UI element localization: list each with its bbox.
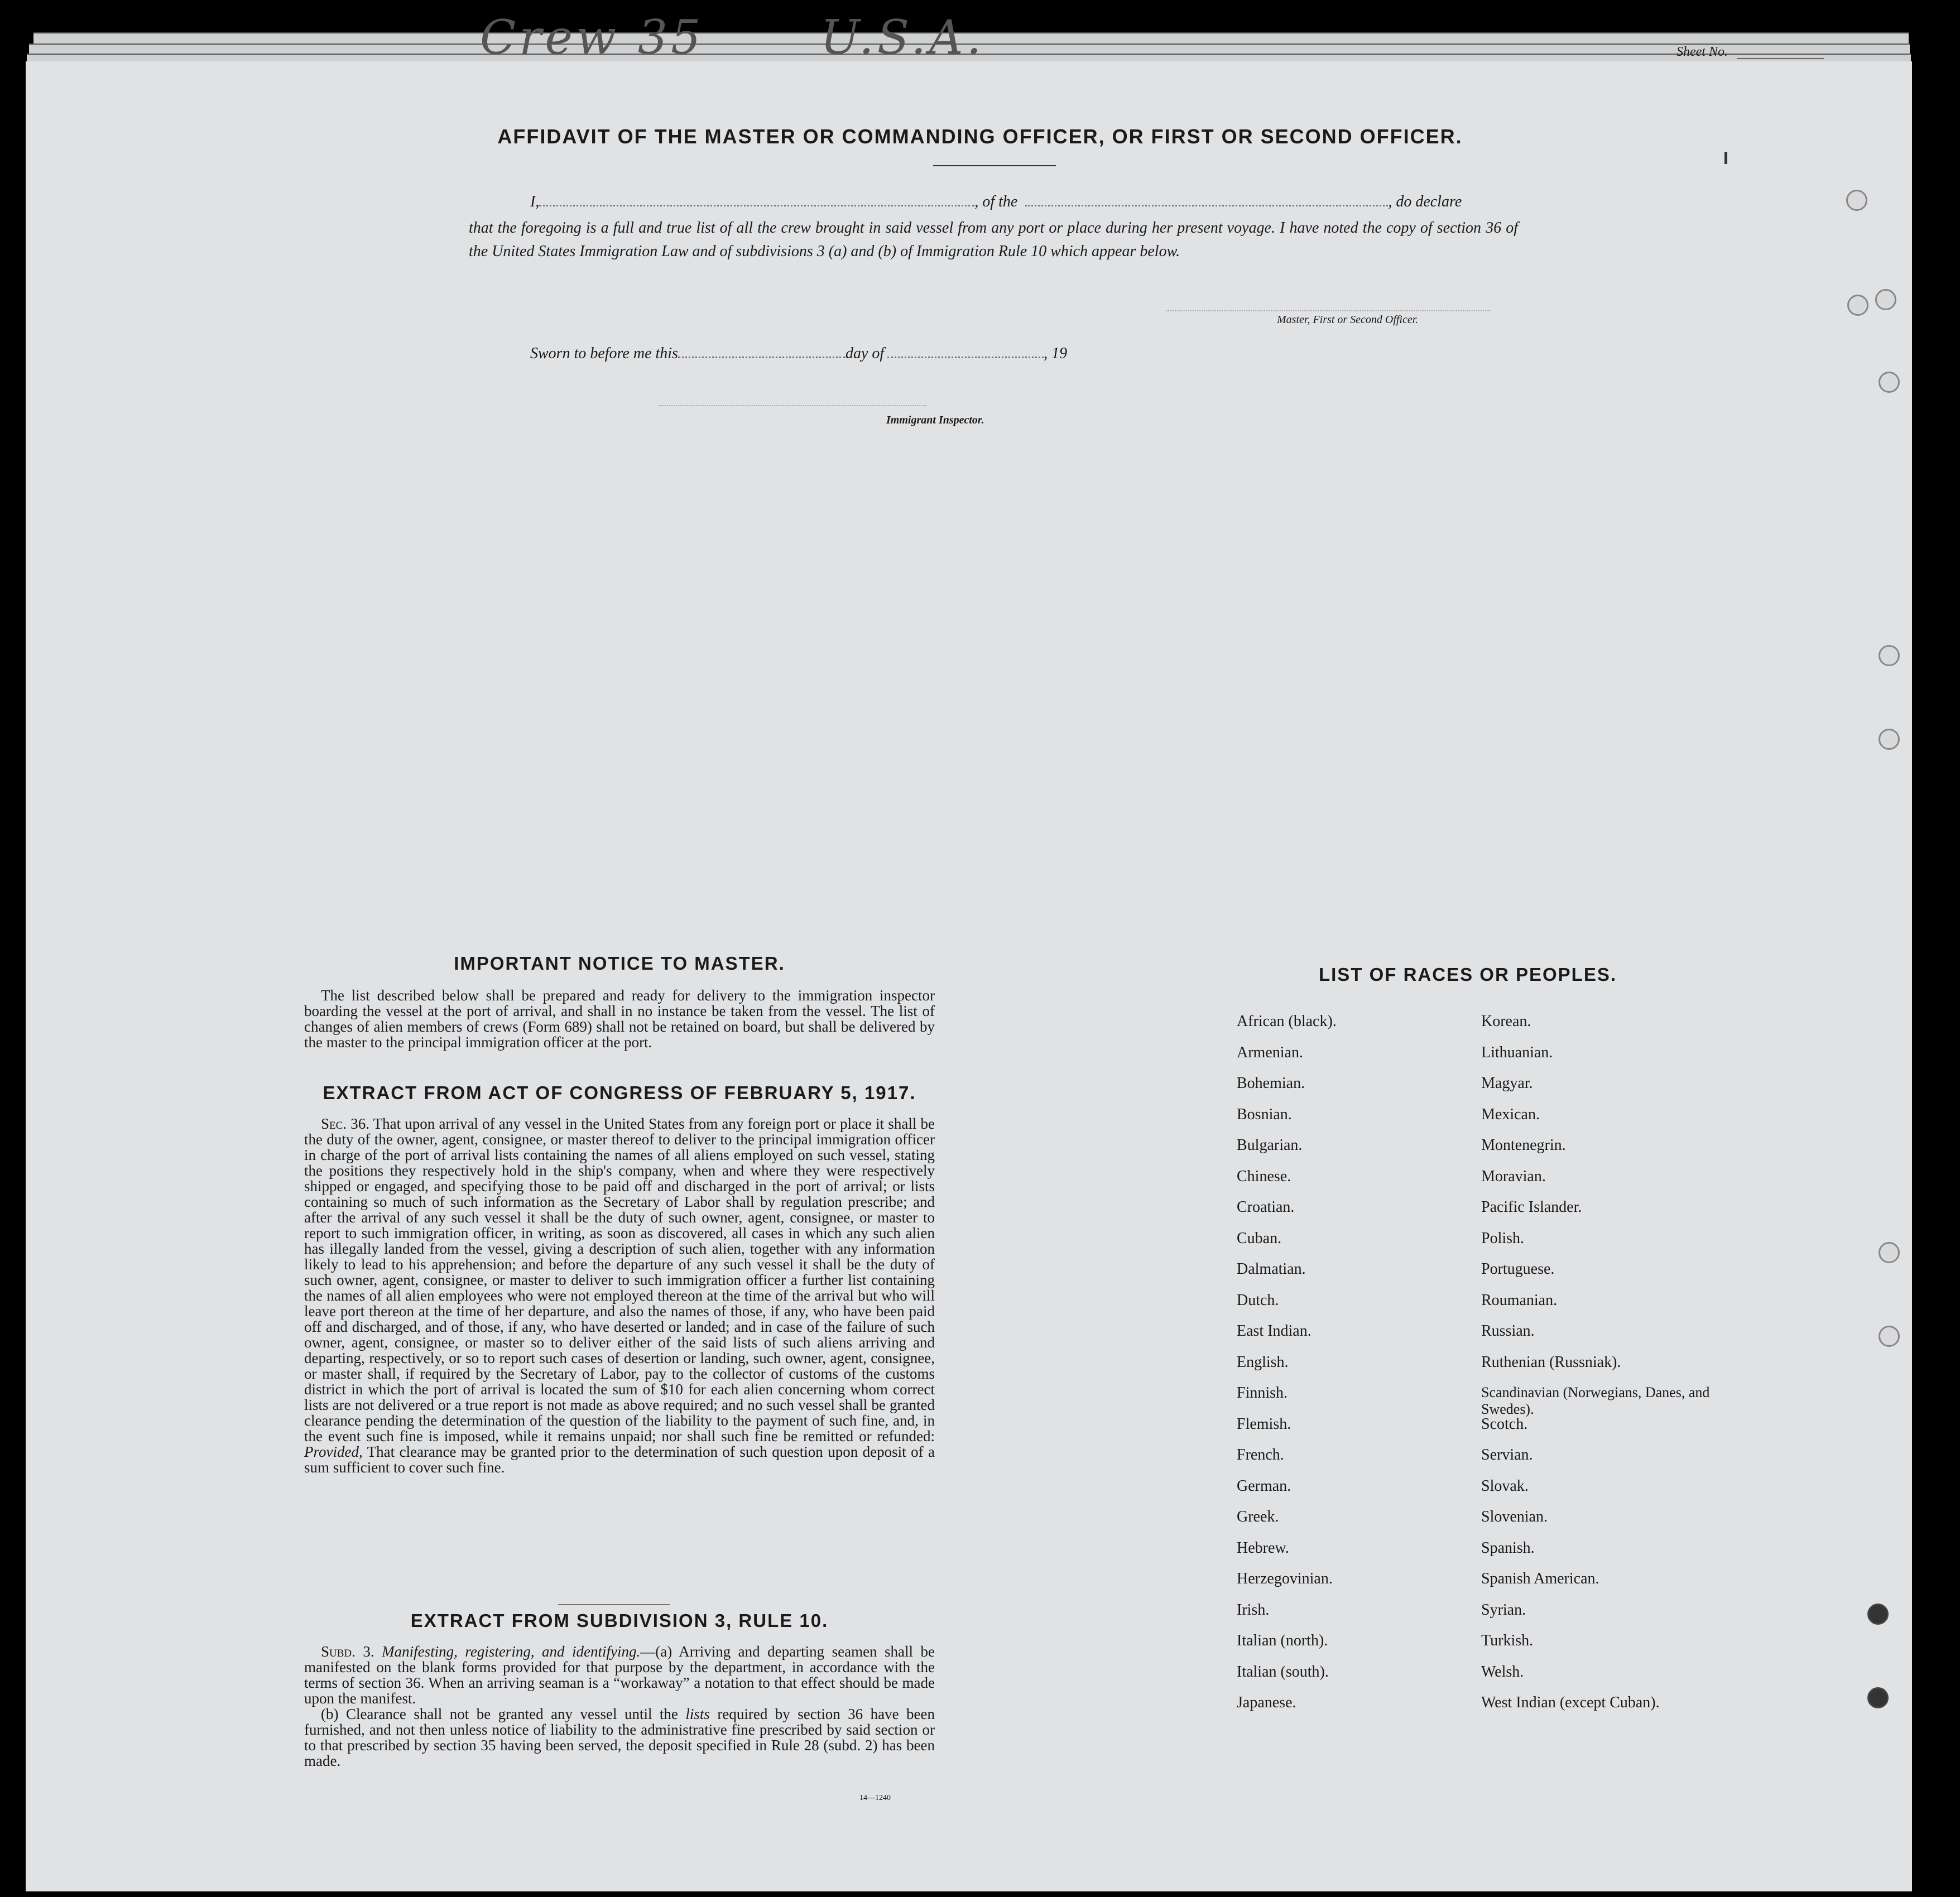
sheet-number-label: Sheet No. xyxy=(1676,45,1728,59)
binder-hole-icon xyxy=(1847,295,1868,316)
provided-word: Provided, xyxy=(304,1443,363,1460)
act-extract-title: EXTRACT FROM ACT OF CONGRESS OF FEBRUARY 5, 1917. xyxy=(323,1082,916,1103)
races-left-column xyxy=(1237,1006,1471,1718)
binder-hole-icon xyxy=(1879,729,1900,750)
sworn-month-field[interactable] xyxy=(887,357,1044,358)
race-item: Syrian. xyxy=(1481,1601,1526,1619)
rule-extract-text-b-start: (b) Clearance shall not be granted any vessel until the xyxy=(321,1706,678,1722)
race-item: Montenegrin. xyxy=(1481,1137,1566,1154)
race-item: Irish. xyxy=(1237,1601,1270,1619)
race-item: Lithuanian. xyxy=(1481,1043,1553,1061)
affidavit-declare-label: , do declare xyxy=(1388,193,1462,210)
race-item: Cuban. xyxy=(1237,1229,1282,1247)
affidavit-statement: that the foregoing is a full and true list of all the crew brought in said vessel from any port or place during her present voyage. I have noted the copy of section 36 of the United States Immigration Law and of subdivisions 3 (a) and (b) of Immigration Rule 10 which appear below. xyxy=(469,219,1518,260)
notice-text: The list described below shall be prepared and ready for delivery to the immigration inspector boarding the vessel at the port of arrival, and shall in no instance be taken from the vessel. The list of changes of alien members of crews (Form 689) shall not be retained on board, but shall be delivered by the master to the principal immigration officer at the port. xyxy=(304,987,935,1051)
affidavit-declaration-line xyxy=(530,193,1462,211)
sheet-number-field[interactable] xyxy=(1737,58,1824,59)
sworn-day-field[interactable] xyxy=(678,357,846,358)
races-right-column xyxy=(1481,1006,1749,1718)
race-item: Slovak. xyxy=(1481,1477,1529,1495)
race-item: Bohemian. xyxy=(1237,1075,1305,1092)
race-item: Slovenian. xyxy=(1481,1508,1548,1525)
declarant-name-field[interactable] xyxy=(539,205,974,206)
race-item: Scandinavian (Norwegians, Danes, and Swedes). xyxy=(1481,1384,1710,1417)
races-title: LIST OF RACES OR PEOPLES. xyxy=(1318,964,1617,985)
vessel-name-field[interactable] xyxy=(1025,205,1388,206)
race-item: English. xyxy=(1237,1353,1289,1371)
rule-extract-text-b-end: required by section 36 have been furnished, and not then unless notice of liability to the administrative fine prescribed by said section or to that prescribed by section 35 having been served, the deposit specified in Rule 28 (subd. 2) has been made. xyxy=(304,1706,935,1769)
binder-hole-icon xyxy=(1879,1326,1900,1347)
rule-extract-block xyxy=(304,1644,935,1769)
sworn-prefix: Sworn to before me this xyxy=(530,345,678,362)
sworn-day-label: day of xyxy=(845,345,885,362)
binder-hole-icon xyxy=(1879,645,1900,666)
notice-title: IMPORTANT NOTICE TO MASTER. xyxy=(454,953,785,974)
handwritten-crew-note: Crew 35 xyxy=(480,10,704,65)
race-item: Flemish. xyxy=(1237,1415,1291,1433)
margin-mark xyxy=(1724,152,1727,164)
subd-label: Subd. 3. xyxy=(321,1643,374,1660)
race-item: Spanish American. xyxy=(1481,1570,1599,1587)
binder-hole-icon xyxy=(1867,1604,1889,1625)
race-item: Portuguese. xyxy=(1481,1260,1555,1278)
master-signature-label: Master, First or Second Officer. xyxy=(1277,314,1419,326)
race-item: Pacific Islander. xyxy=(1481,1198,1582,1216)
race-item: Bulgarian. xyxy=(1237,1137,1303,1154)
race-item: Italian (north). xyxy=(1237,1632,1328,1649)
notice-text-block xyxy=(304,988,935,1050)
affidavit-title: AFFIDAVIT OF THE MASTER OR COMMANDING OFFICER, OR FIRST OR SECOND OFFICER. xyxy=(497,125,1463,148)
binder-hole-icon xyxy=(1875,289,1896,310)
lists-word: lists xyxy=(685,1706,710,1722)
race-item: Spanish. xyxy=(1481,1539,1535,1557)
binder-hole-icon xyxy=(1867,1687,1889,1708)
sworn-year-label: , 19 xyxy=(1044,345,1068,362)
race-item: Chinese. xyxy=(1237,1167,1291,1185)
race-item: Roumanian. xyxy=(1481,1291,1558,1309)
race-item: Hebrew. xyxy=(1237,1539,1289,1557)
affidavit-of-the-label: , of the xyxy=(974,193,1018,210)
binder-hole-icon xyxy=(1879,372,1900,393)
race-item: Moravian. xyxy=(1481,1167,1546,1185)
race-item: Scotch. xyxy=(1481,1415,1528,1433)
race-item: Polish. xyxy=(1481,1229,1525,1247)
race-item: French. xyxy=(1237,1446,1284,1463)
form-number: 14—1240 xyxy=(859,1794,891,1802)
divider xyxy=(933,165,1056,166)
section-label: Sec. 36. xyxy=(321,1115,369,1132)
race-item: Dalmatian. xyxy=(1237,1260,1306,1278)
rule-extract-text-a: —(a) Arriving and departing seamen shall be manifested on the blank forms provided for that purpose by the department, in accordance with the terms of section 36. When an arriving seaman is a “workaway” a notation to that effect should be made upon the manifest. xyxy=(304,1643,935,1707)
race-item: East Indian. xyxy=(1237,1322,1312,1340)
race-item: Italian (south). xyxy=(1237,1663,1329,1681)
subd-heading: Manifesting, registering, and identifying. xyxy=(382,1643,641,1660)
handwritten-country-note: U.S.A. xyxy=(820,10,985,65)
affidavit-i-label: I, xyxy=(530,193,540,210)
race-item: Dutch. xyxy=(1237,1291,1279,1309)
race-item: German. xyxy=(1237,1477,1291,1495)
race-item: African (black). xyxy=(1237,1013,1337,1030)
race-item: Armenian. xyxy=(1237,1043,1303,1061)
race-item: Welsh. xyxy=(1481,1663,1524,1681)
sworn-line xyxy=(530,345,1067,363)
race-item: Turkish. xyxy=(1481,1632,1534,1649)
race-item: Magyar. xyxy=(1481,1075,1533,1092)
race-item: Ruthenian (Russniak). xyxy=(1481,1353,1621,1371)
act-extract-block xyxy=(304,1116,935,1475)
race-item: Mexican. xyxy=(1481,1105,1540,1123)
race-item: Herzegovinian. xyxy=(1237,1570,1333,1587)
race-item: Bosnian. xyxy=(1237,1105,1292,1123)
inspector-label: Immigrant Inspector. xyxy=(886,414,984,426)
race-item: West Indian (except Cuban). xyxy=(1481,1694,1660,1711)
race-item: Korean. xyxy=(1481,1013,1531,1030)
race-item: Finnish. xyxy=(1237,1384,1288,1402)
inspector-signature-line[interactable] xyxy=(659,405,926,406)
signature-line[interactable] xyxy=(1166,310,1490,311)
race-item: Japanese. xyxy=(1237,1694,1296,1711)
binder-hole-icon xyxy=(1846,190,1867,211)
race-item: Servian. xyxy=(1481,1446,1533,1463)
rule-extract-title: EXTRACT FROM SUBDIVISION 3, RULE 10. xyxy=(410,1610,829,1631)
divider xyxy=(558,1604,670,1605)
act-extract-text: That upon arrival of any vessel in the United States from any foreign port or place it shall be the duty of the owner, agent, consignee, or master thereof to deliver to the principal immigration officer in charge of the port of arrival lists containing the names of all aliens employed on such vessel, stating the positions they respectively hold in the ship's company, when and where they were respectively shipped or engaged, and specifying those to be paid off and discharged in the port of arrival; or lists containing so much of such information as the Secretary of Labor shall by regulation prescribe; and after the arrival of any such vessel it shall be the duty of such owner, agent, consignee, or master to report to such immigration officer, in writing, as soon as discovered, all cases in which any such alien has illegally landed from the vessel, giving a description of such alien, together with any information likely to lead to his apprehension; and before the departure of any such vessel it shall be the duty of such owner, agent, consignee, or master to deliver to such immigration officer a further list containing the names of all alien employees who were not employed thereon at the time of the arrival but who will leave port thereon at the time of her departure, and also the names of those, if any, who have been paid off and discharged, and of those, if any, who have deserted or landed; and in case of the failure of such owner, agent, consignee, or master so to deliver either of the said lists of such aliens arriving and departing, respectively, or so to report such cases of desertion or landing, such owner, agent, consignee, or master shall, if required by the Secretary of Labor, pay to the collector of customs of the customs district in which the port of arrival is located the sum of $10 for each alien concerning whom correct lists are not delivered or a true report is not made as above required; and no such vessel shall be granted clearance pending the determination of the question of the liability to the payment of such fine, and, in the event such fine is imposed, while it remains unpaid; nor shall such fine be remitted or refunded: xyxy=(304,1115,935,1445)
race-item: Russian. xyxy=(1481,1322,1535,1340)
binder-hole-icon xyxy=(1879,1242,1900,1263)
race-item: Croatian. xyxy=(1237,1198,1295,1216)
race-item: Greek. xyxy=(1237,1508,1279,1525)
act-extract-text-end: That clearance may be granted prior to the determination of such question upon deposit of a sum sufficient to cover such fine. xyxy=(304,1443,935,1476)
